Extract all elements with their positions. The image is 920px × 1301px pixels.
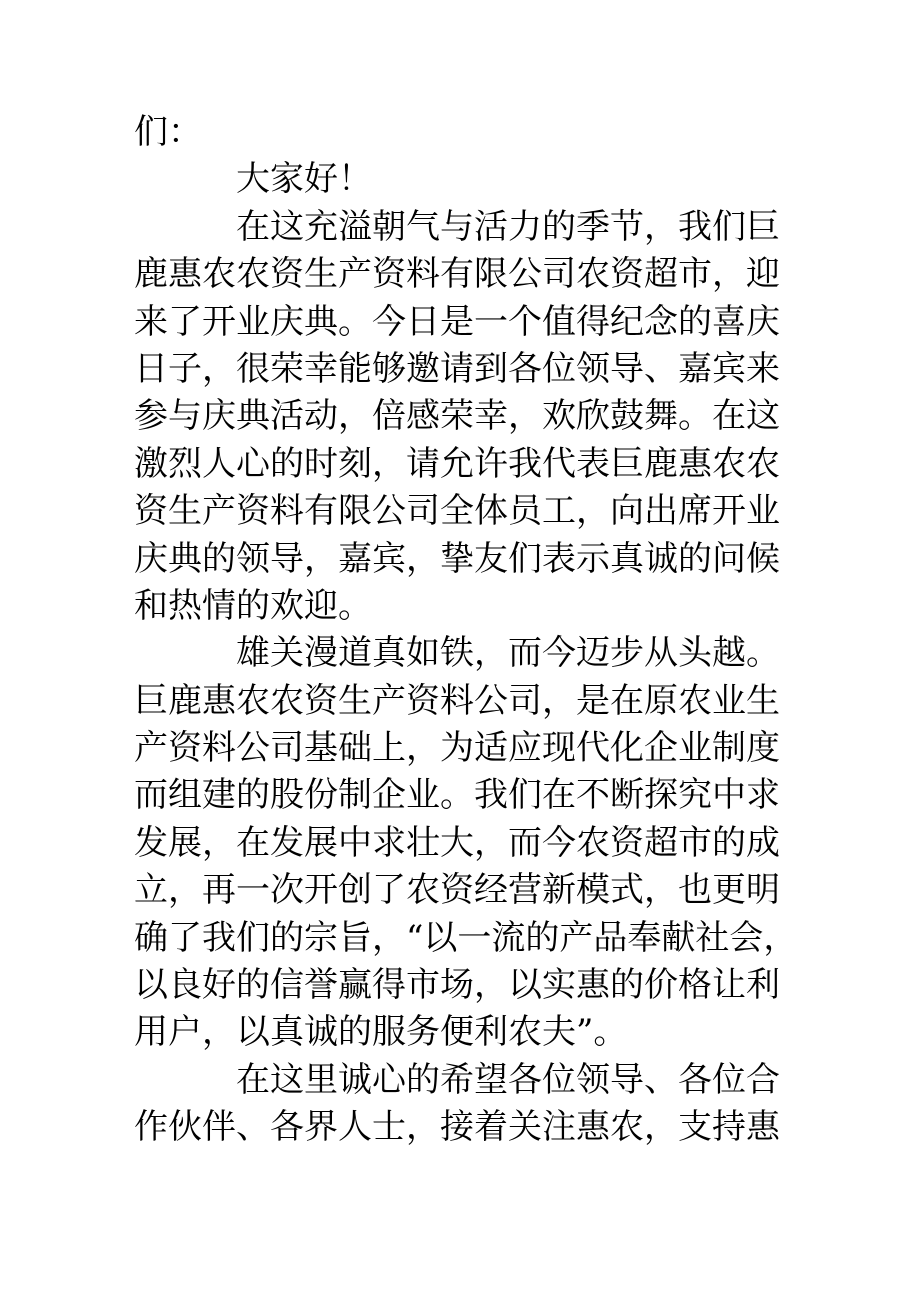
text-line: 和热情的欢迎。	[134, 585, 372, 626]
text-line: 发展，在发展中求壮大，而今农资超市的成	[134, 822, 780, 863]
text-line: 而组建的股份制企业。我们在不断探究中求	[134, 775, 780, 816]
text-line: 参与庆典活动，倍感荣幸，欢欣鼓舞。在这	[134, 396, 780, 437]
text-line: 激烈人心的时刻，请允许我代表巨鹿惠农农	[134, 443, 780, 484]
text-line: 日子，很荣幸能够邀请到各位领导、嘉宾来	[134, 348, 780, 389]
text-line: 以良好的信誉赢得市场，以实惠的价格让利	[134, 965, 780, 1006]
text-line: 用户，以真诚的服务便利农夫”。	[134, 1012, 628, 1053]
text-line: 大家好！	[236, 159, 372, 200]
text-line: 产资料公司基础上，为适应现代化企业制度	[134, 728, 780, 769]
text-line: 立，再一次开创了农资经营新模式，也更明	[134, 870, 780, 911]
text-line: 巨鹿惠农农资生产资料公司，是在原农业生	[134, 680, 780, 721]
text-line: 们：	[134, 112, 202, 152]
document-body	[134, 109, 798, 1152]
text-line: 庆典的领导，嘉宾，挚友们表示真诚的问候	[134, 538, 780, 579]
text-line: 在这充溢朝气与活力的季节，我们巨	[236, 206, 780, 247]
text-line: 确了我们的宗旨，“以一流的产品奉献社会，	[134, 917, 798, 958]
text-line: 来了开业庆典。今日是一个值得纪念的喜庆	[134, 301, 780, 342]
text-line: 雄关漫道真如铁，而今迈步从头越。	[236, 633, 780, 674]
text-line: 作伙伴、各界人士，接着关注惠农，支持惠	[134, 1107, 780, 1148]
text-line: 鹿惠农农资生产资料有限公司农资超市，迎	[134, 254, 780, 295]
text-line: 在这里诚心的希望各位领导、各位合	[236, 1059, 780, 1100]
text-line: 资生产资料有限公司全体员工，向出席开业	[134, 491, 780, 532]
